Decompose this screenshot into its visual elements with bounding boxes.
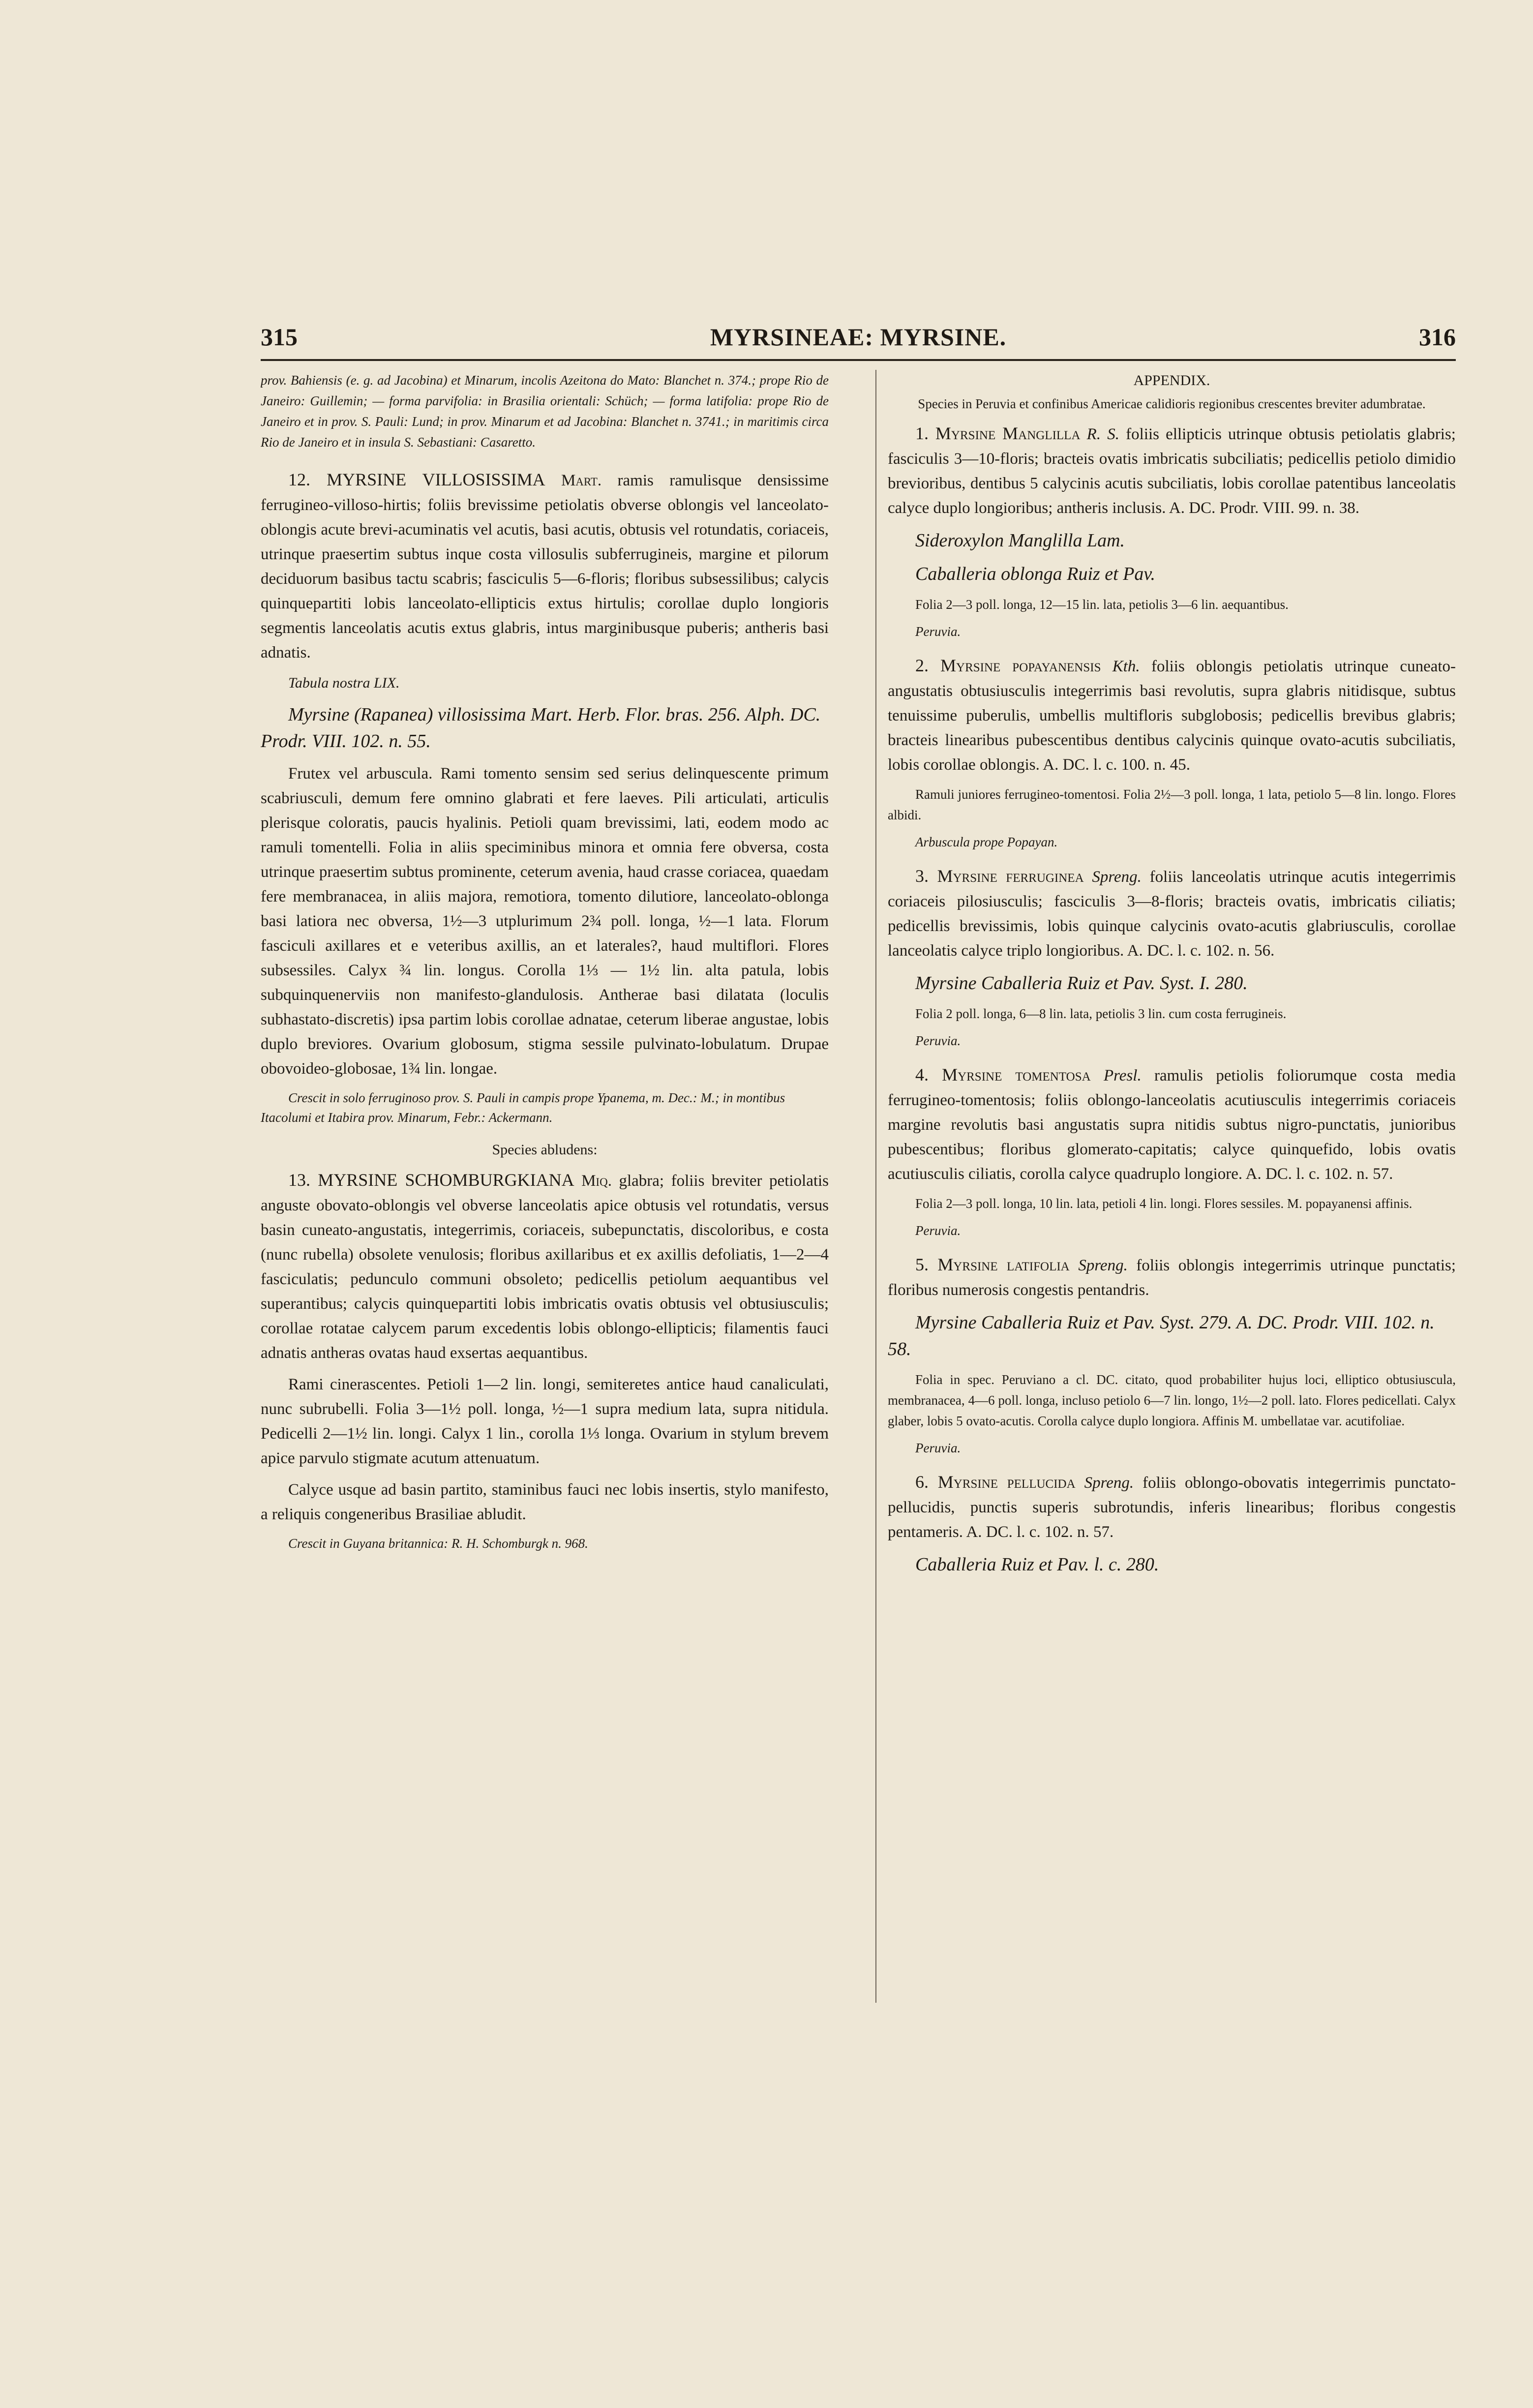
- species-13-diagnosis: [261, 1168, 829, 1365]
- appendix-3-description: Folia 2 poll. longa, 6—8 lin. lata, petiolis 3 lin. cum costa ferrugineis.: [915, 1006, 1287, 1021]
- appendix-6-heading: 6. Myrsine pellucida: [915, 1472, 1076, 1492]
- page-number-right: 316: [1419, 323, 1456, 351]
- species-13-locality: Crescit in Guyana britannica: R. H. Schomburgk n. 968.: [288, 1536, 588, 1551]
- appendix-3-heading: 3. Myrsine ferruginea: [915, 866, 1084, 886]
- appendix-2-diagnosis-text: foliis oblongis petiolatis utrinque cuneato-angustatis obtusiusculis integerrimis basi revolutis, supra glabris nitidisque, subtus tenuissime puberulis, umbellis multifloris subglobosis; pedicellis brevibus glabris; bracteis linearibus pubescentibus dentibus calycinis quinque ovato-acutis subciliatis, lobis corollae oblongis. A. DC. l. c. 100. n. 45.: [888, 658, 1456, 774]
- appendix-6-diagnosis: [888, 1470, 1456, 1544]
- appendix-3-diagnosis-text: foliis lanceolatis utrinque acutis integerrimis coriaceis pilosiusculis; fasciculis 3—8-floris; bracteis ovatis, imbricatis ciliatis; pedicellis brevissimis, lobis quinque calycinis ovato-acutis glabriusculis, corollae lanceolatis calyce triplo longioribus. A. DC. l. c. 102. n. 56.: [888, 868, 1456, 960]
- page-header: [261, 320, 1456, 361]
- locality-continued: prov. Bahiensis (e. g. ad Jacobina) et Minarum, incolis Azeitona do Mato: Blanchet n. 374.; prope Rio de Janeiro: Guillemin; — forma parvifolia: in Brasilia orientali: Schüch; — forma latifolia: prope Rio de Janeiro et in prov. S. Pauli: Lund; in prov. Minarum et ad Jacobina: Blanchet n. 3741.; in maritimis circa Rio de Janeiro et in insula S. Sebastiani: Casaretto.: [261, 373, 829, 450]
- species-13-note: Calyce usque ad basin partito, staminibus fauci nec lobis insertis, stylo manifesto, a reliquis congeneribus Brasiliae abludit.: [261, 1481, 829, 1523]
- appendix-2-author: Kth.: [1112, 658, 1140, 675]
- appendix-3-synonym: Myrsine Caballeria Ruiz et Pav. Syst. I. 280.: [915, 973, 1248, 993]
- page-number-left: 315: [261, 323, 298, 351]
- running-title: MYRSINEAE: MYRSINE.: [710, 323, 1007, 351]
- appendix-1-locality: Peruvia.: [915, 624, 961, 639]
- appendix-5-author: Spreng.: [1078, 1257, 1128, 1274]
- appendix-1-synonym-2: Caballeria oblonga Ruiz et Pav.: [915, 564, 1155, 584]
- appendix-5-diagnosis-text: foliis oblongis integerrimis utrinque punctatis; floribus numerosis congestis pentandris.: [888, 1257, 1456, 1299]
- appendix-4-diagnosis-text: ramulis petiolis foliorumque costa media ferrugineo-tomentosis; foliis oblongo-lanceolatis acutiusculis integerrimis coriaceis margine revolutis basi angustatis supra nitidis subtus nigro-punctatis, junioribus pubescentibus; floribus glomerato-capitatis; calyce quinquefido, lobis ovatis acutiusculis ciliatis, corolla calyce quadruplo longiore. A. DC. l. c. 102. n. 57.: [888, 1067, 1456, 1183]
- species-12-heading: 12. MYRSINE VILLOSISSIMA: [288, 470, 545, 489]
- species-13-diagnosis-text: glabra; foliis breviter petiolatis anguste obovato-oblongis vel obverse lanceolatis apice obtusis vel rotundatis, versus basin cuneato-angustatis, integerrimis, coriaceis, subepunctatis, discoloribus, e costa (nunc rubella) obsolete venulosis; floribus axillaribus et ex axillis defoliatis, 1—2—4 fasciculatis; pedunculo communi obsoleto; pedicellis petiolum aequantibus vel superantibus; calycis quinquepartiti lobis imbricatis ovatis obtusis vel obtusiusculis; corollae rotatae calycem parum excedentis lobis oblongo-ellipticis; filamentis fauci adnatis antheras ovatas haud exsertas aequantibus.: [261, 1172, 829, 1362]
- appendix-5-heading: 5. Myrsine latifolia: [915, 1255, 1070, 1274]
- appendix-5-description: Folia in spec. Peruviano a cl. DC. citato, quod probabiliter hujus loci, elliptico obtusiuscula, membranacea, 4—6 poll. longa, incluso petiolo 6—7 lin. longo, 1½—2 poll. lato. Flores pedicellati. Calyx glaber, lobis 5 ovato-acutis. Corolla calyce duplo longiora. Affinis M. umbellatae var. acutifoliae.: [888, 1372, 1456, 1428]
- appendix-title: APPENDIX.: [1133, 372, 1210, 389]
- appendix-2-heading: 2. Myrsine popayanensis: [915, 656, 1101, 675]
- right-column: [888, 370, 1456, 2362]
- appendix-4-locality: Peruvia.: [915, 1223, 961, 1238]
- appendix-1-diagnosis-text: foliis ellipticis utrinque obtusis petiolatis glabris; fasciculis 3—10-floris; bracteis ovatis imbricatis subciliatis; pedicellis petiolo dimidio brevioribus, dentibus 5 calycinis acutis subciliatis, lobis corollae patentibus lanceolatis calyce duplo longioribus; antheris inclusis. A. DC. Prodr. VIII. 99. n. 38.: [888, 425, 1456, 517]
- appendix-1-author: R. S.: [1086, 425, 1119, 443]
- species-13-description: Rami cinerascentes. Petioli 1—2 lin. longi, semiteretes antice haud canaliculati, nunc subrubelli. Folia 3—1½ poll. longa, ½—1 supra medium lata, supra nitidula. Pedicelli 2—1½ lin. longi. Calyx 1 lin., corolla 1⅓ longa. Ovarium in stylum brevem apice parvulo stigmate acutum attenuatum.: [261, 1376, 829, 1467]
- species-12-diagnosis-text: ramis ramulisque densissime ferrugineo-villoso-hirtis; foliis brevissime petiolatis obverse oblongis vel lanceolato-oblongis acute brevi-acuminatis vel acutis, basi acutis, obtusis vel rotundatis, coriaceis, utrinque praesertim subtus inque costa villosulis subferrugineis, margine et pilorum deciduorum basibus tactu scabris; fasciculis 5—6-floris; floribus subsessilibus; calycis quinquepartiti lobis lanceolato-ellipticis extus hirtulis; corollae duplo longioris segmentis lanceolatis acutis extus glabris, intus marginibusque puberis; antheris basi adnatis.: [261, 472, 829, 662]
- appendix-2-locality: Arbuscula prope Popayan.: [915, 835, 1058, 849]
- appendix-1-heading: 1. Myrsine Manglilla: [915, 423, 1081, 443]
- species-12-citation: Myrsine (Rapanea) villosissima Mart. Herb. Flor. bras. 256. Alph. DC. Prodr. VIII. 102. n. 55.: [261, 704, 821, 752]
- species-13-heading: 13. MYRSINE SCHOMBURGKIANA: [288, 1170, 574, 1190]
- appendix-4-diagnosis: [888, 1062, 1456, 1186]
- species-12-plate: Tabula nostra LIX.: [288, 675, 400, 691]
- left-column: [261, 370, 829, 2362]
- appendix-2-diagnosis: [888, 653, 1456, 777]
- section-separator: Species abludens:: [492, 1142, 598, 1158]
- appendix-1-description: Folia 2—3 poll. longa, 12—15 lin. lata, petiolis 3—6 lin. aequantibus.: [915, 597, 1289, 612]
- appendix-3-locality: Peruvia.: [915, 1033, 961, 1048]
- appendix-4-author: Presl.: [1104, 1067, 1142, 1084]
- species-12-description: Frutex vel arbuscula. Rami tomento sensim sed serius delinquescente primum scabriusculi, demum fere omnino glabrati et fere laeves. Pili articulati, articulis plerisque coloratis, paucis hyalinis. Petioli quam brevissimi, lati, eodem modo ac ramuli tomentelli. Folia in aliis speciminibus minora et omnia fere obversa, costa utrinque praesertim subtus prominente, ceterum avenia, haud crasse coriacea, quaedam fere membranacea, in aliis majora, remotiora, tomento dilutiore, lanceolato-oblonga basi latiora nec obversa, 1½—3 utplurimum 2¾ poll. longa, ½—1 lata. Florum fasciculi axillares et e veteribus axillis, an et laterales?, haud multiflori. Flores subsessiles. Calyx ¾ lin. longus. Corolla 1⅓ — 1½ lin. alta patula, lobis subquinquenerviis non manifesto-glandulosis. Antherae basi dilatata (loculis subhastato-discretis) ipsa partim lobis corollae adnatae, ceterum liberae angustae, lobis duplo breviores. Ovarium globosum, stigma sessile pulvinato-lobulatum. Drupae obovoideo-globosae, 1¾ lin. longae.: [261, 765, 829, 1078]
- species-13-author: Miq.: [581, 1172, 612, 1190]
- appendix-6-author: Spreng.: [1084, 1474, 1134, 1492]
- appendix-1-synonym-1: Sideroxylon Manglilla Lam.: [915, 530, 1125, 551]
- appendix-subtitle: Species in Peruvia et confinibus Americae calidioris regionibus crescentes breviter adumbratae.: [918, 396, 1426, 411]
- appendix-6-synonym: Caballeria Ruiz et Pav. l. c. 280.: [915, 1554, 1159, 1575]
- appendix-2-description: Ramuli juniores ferrugineo-tomentosi. Folia 2½—3 poll. longa, 1 lata, petiolo 5—8 lin. longo. Flores albidi.: [888, 787, 1456, 822]
- appendix-4-heading: 4. Myrsine tomentosa: [915, 1065, 1091, 1084]
- appendix-5-synonym: Myrsine Caballeria Ruiz et Pav. Syst. 279. A. DC. Prodr. VIII. 102. n. 58.: [888, 1312, 1435, 1359]
- species-12-author: Mart.: [561, 472, 602, 489]
- appendix-3-diagnosis: [888, 864, 1456, 963]
- appendix-4-description: Folia 2—3 poll. longa, 10 lin. lata, petioli 4 lin. longi. Flores sessiles. M. popayanensi affinis.: [915, 1196, 1413, 1211]
- appendix-3-author: Spreng.: [1092, 868, 1142, 886]
- appendix-5-locality: Peruvia.: [915, 1441, 961, 1455]
- species-12-locality: Crescit in solo ferruginoso prov. S. Pauli in campis prope Ypanema, m. Dec.: M.; in montibus Itacolumi et Itabira prov. Minarum, Febr.: Ackermann.: [261, 1090, 785, 1125]
- appendix-1-diagnosis: [888, 421, 1456, 520]
- appendix-6-diagnosis-text: foliis oblongo-obovatis integerrimis punctato-pellucidis, punctis superis subrotundis, inferis linearibus; floribus congestis pentameris. A. DC. l. c. 102. n. 57.: [888, 1474, 1456, 1541]
- appendix-5-diagnosis: [888, 1252, 1456, 1302]
- column-divider: [875, 370, 876, 2003]
- species-12-diagnosis: [261, 467, 829, 665]
